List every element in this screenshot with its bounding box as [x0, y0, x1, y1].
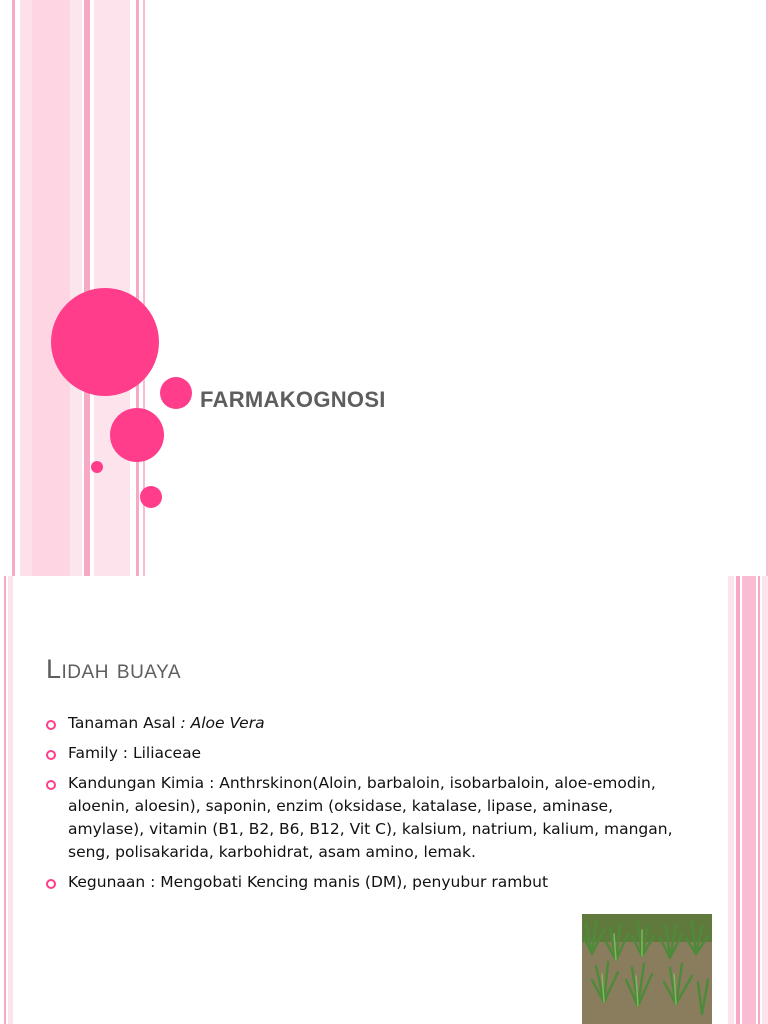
- bullet-list: [46, 712, 676, 901]
- list-item: [46, 871, 676, 894]
- slide-title-text: FARMAKOGNOSI: [200, 387, 386, 412]
- stripe-decoration: [742, 576, 756, 1024]
- bullet-circle-icon: [46, 879, 56, 889]
- stripe-decoration: [4, 576, 6, 1024]
- stripe-decoration: [32, 0, 70, 576]
- stripe-decoration: [758, 576, 760, 1024]
- stripe-decoration: [70, 0, 82, 576]
- bullet-value: : Aloe Vera: [180, 714, 265, 732]
- stripe-decoration: [12, 0, 15, 576]
- stripe-decoration: [736, 576, 740, 1024]
- stripe-decoration: [8, 576, 13, 1024]
- bullet-circle-icon: [46, 720, 56, 730]
- bullet-circle-icon: [46, 780, 56, 790]
- decor-circle-small: [140, 486, 162, 508]
- decor-circle-tiny: [91, 461, 103, 473]
- decor-circle-medium: [110, 408, 164, 462]
- decor-circle-small: [160, 377, 192, 409]
- content-title: Lidah buaya: [46, 654, 182, 684]
- bullet-label: Tanaman Asal: [68, 714, 181, 732]
- stripe-decoration: [84, 0, 90, 576]
- decor-circle-large: [51, 288, 159, 396]
- stripe-decoration: [20, 0, 32, 576]
- bullet-label: Family : Liliaceae: [68, 744, 202, 762]
- bullet-label: Kandungan Kimia : Anthrskinon(Aloin, barbaloin, isobarbaloin, aloe-emodin, aloenin, aloesin), saponin, enzim (oksidase, katalase, lipase, aminase, amylase), vitamin (B1, B2, B6, B12, Vit C), kalsium, natrium, kalium, mangan, seng, polisakarida, karbohidrat, asam amino, lemak.: [68, 774, 673, 861]
- list-item: [46, 772, 676, 864]
- bullet-label: Kegunaan : Mengobati Kencing manis (DM), penyubur rambut: [68, 873, 549, 891]
- aloe-vera-photo: [582, 914, 712, 1024]
- bullet-circle-icon: [46, 750, 56, 760]
- stripe-decoration: [728, 576, 734, 1024]
- stripe-decoration: [762, 576, 768, 1024]
- list-item: [46, 712, 676, 735]
- stripe-decoration: [136, 0, 139, 576]
- list-item: [46, 742, 676, 765]
